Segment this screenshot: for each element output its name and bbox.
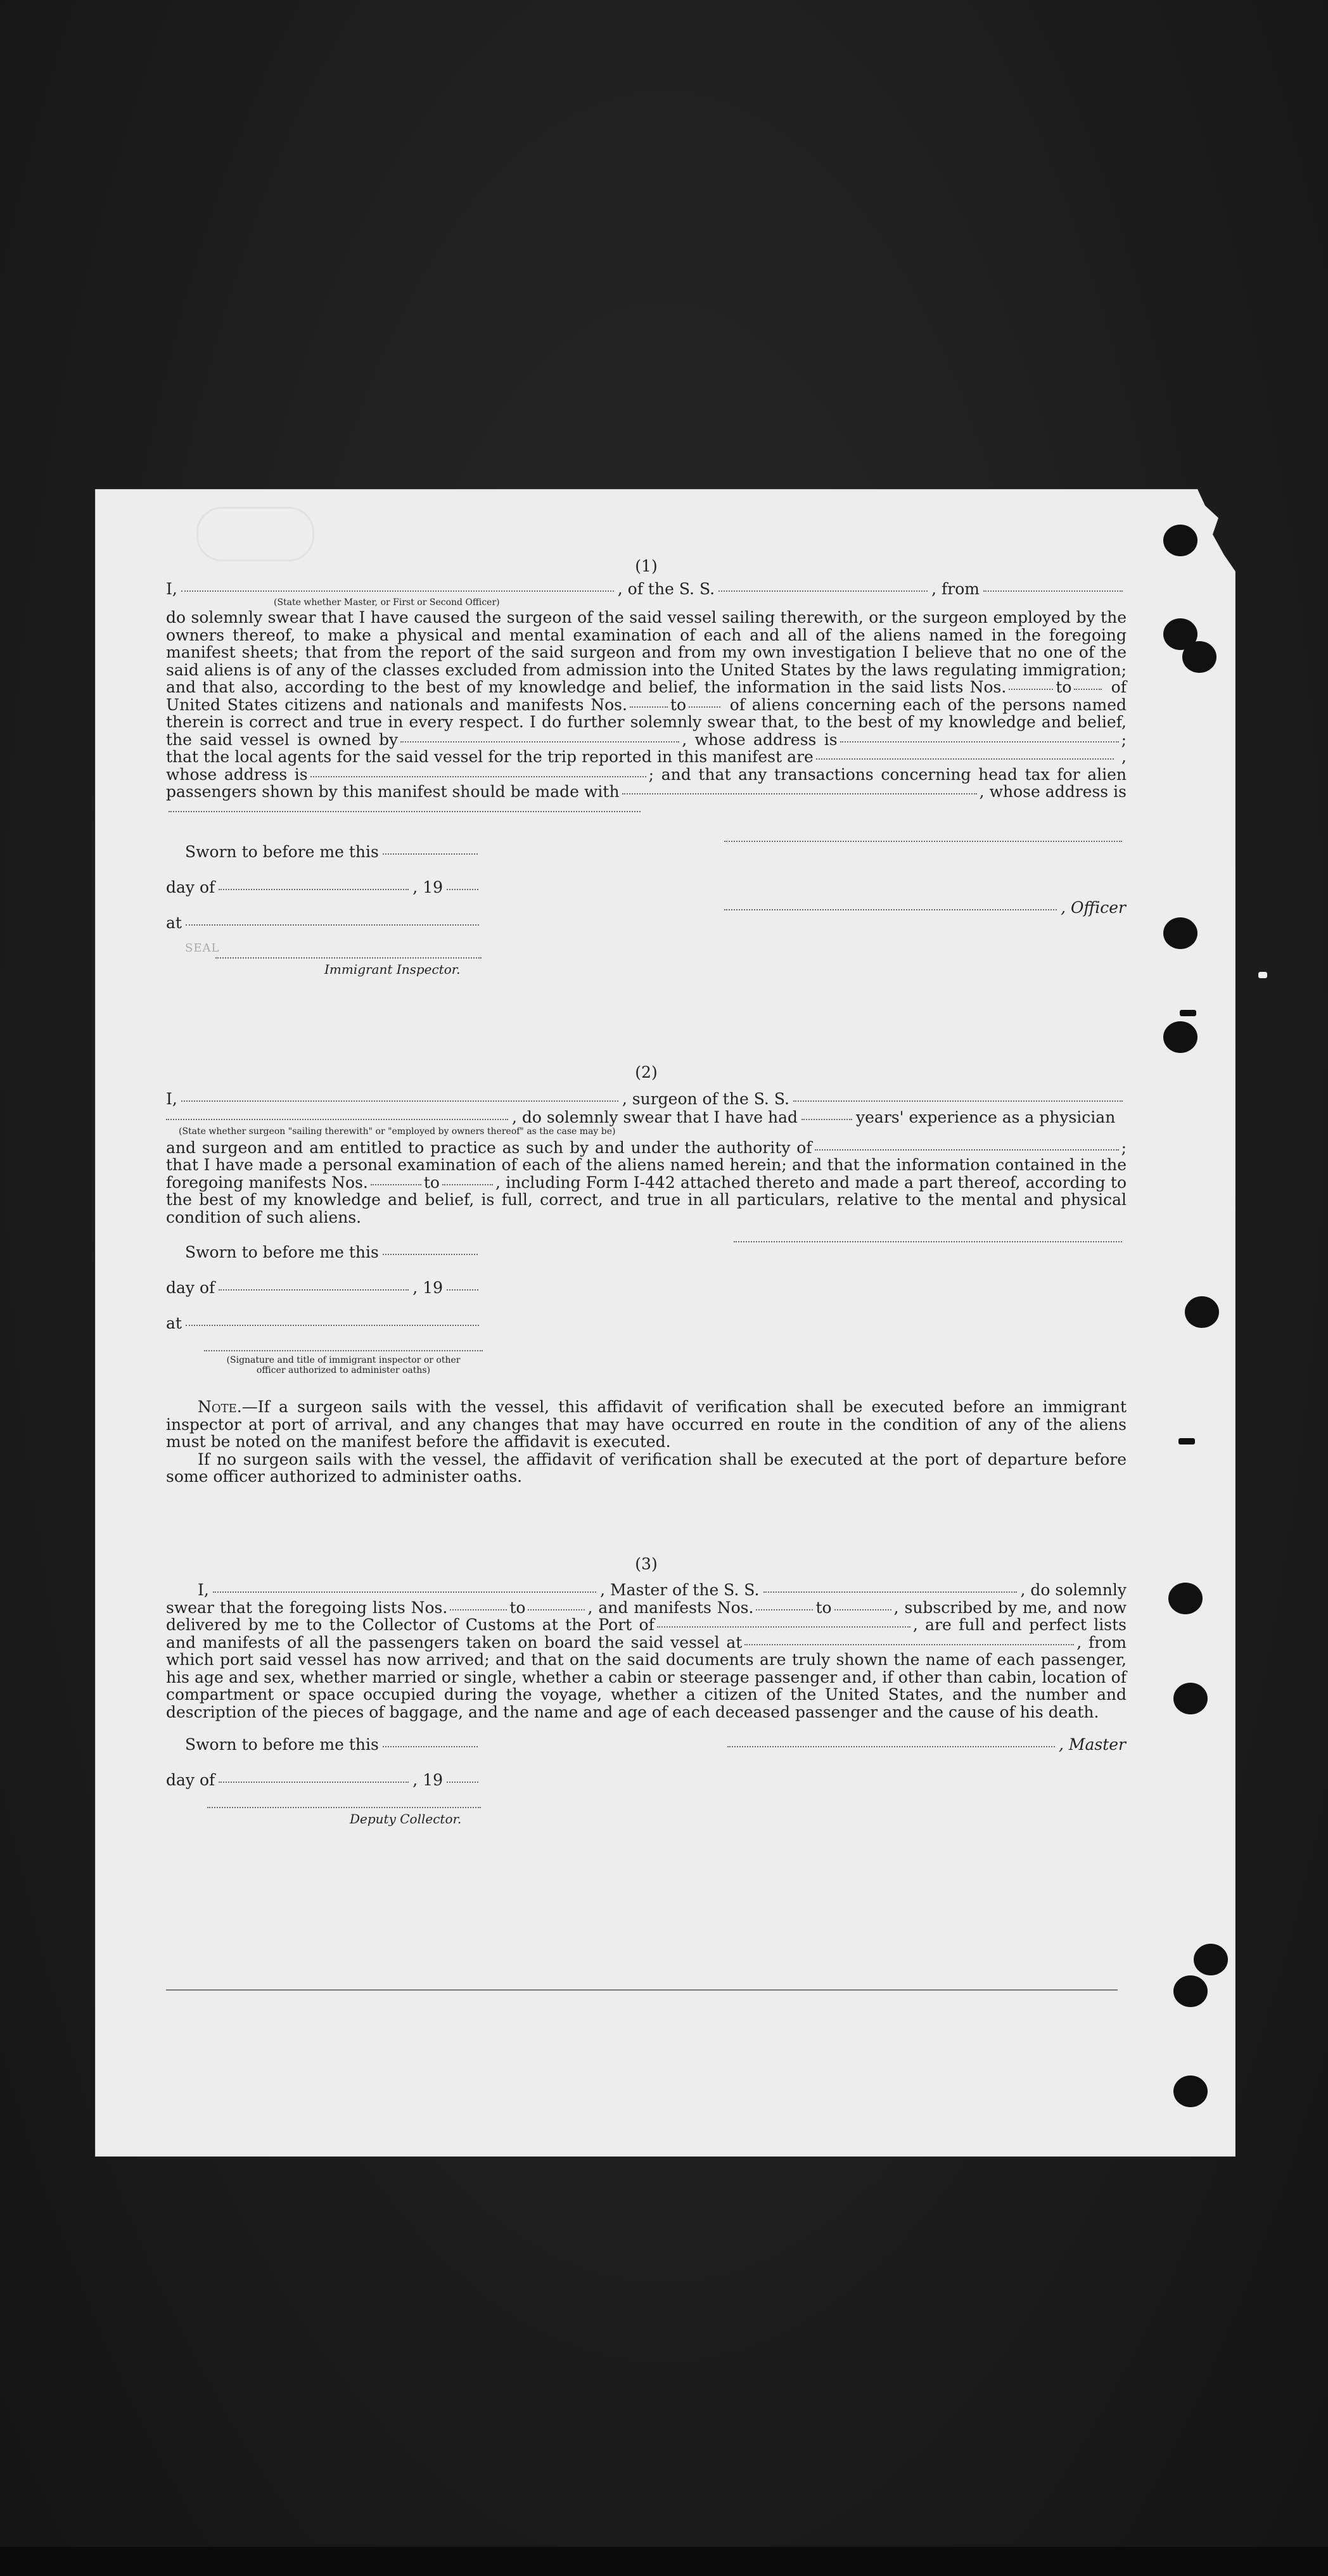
scan-mark bbox=[1180, 1010, 1196, 1016]
text: day of bbox=[166, 1771, 215, 1789]
punch-hole bbox=[1163, 1021, 1197, 1053]
scan-mark bbox=[1178, 1438, 1195, 1444]
punch-hole bbox=[1185, 1296, 1219, 1328]
text: , do solemnly swear that I have had bbox=[512, 1108, 798, 1126]
text: Sworn to before me this bbox=[185, 1243, 379, 1261]
master-label: , Master bbox=[1058, 1735, 1126, 1754]
affidavit-page bbox=[166, 558, 1127, 1844]
collector-signature-line bbox=[207, 1807, 481, 1808]
text: Sworn to before me this bbox=[185, 1735, 379, 1754]
text: at bbox=[166, 1314, 182, 1332]
blank-month bbox=[219, 1289, 409, 1291]
inspector-label: Immigrant Inspector. bbox=[324, 962, 461, 977]
scan-mark bbox=[1258, 972, 1267, 978]
blank-vessel bbox=[793, 1100, 1123, 1102]
officer-signature-line bbox=[204, 1350, 483, 1351]
note-paragraph: Note.—If a surgeon sails with the vessel, this affidavit of verification shall be executed before an immigrant inspector at port of arrival, and any changes that may have occurred en route in the condition of any of the aliens must be noted on the manifest before the affidavit is executed. bbox=[166, 1398, 1127, 1451]
blank-capacity bbox=[166, 1119, 508, 1120]
text: at bbox=[166, 914, 182, 932]
blank-month bbox=[219, 889, 409, 890]
bleed-through-stamp bbox=[196, 507, 314, 561]
affidavit-section-3 bbox=[166, 1555, 1127, 1844]
inspector-signature-line bbox=[215, 957, 482, 959]
blank-place bbox=[186, 924, 479, 926]
punch-hole bbox=[1163, 525, 1197, 556]
section-number: (2) bbox=[635, 1063, 658, 1081]
blank-year bbox=[447, 1289, 478, 1291]
text: I, bbox=[198, 1581, 209, 1599]
blank-year bbox=[447, 1782, 478, 1783]
field-note: (State whether Master, or First or Second Officer) bbox=[274, 597, 500, 608]
text: I, bbox=[166, 579, 177, 598]
officer-signature-line bbox=[724, 909, 1057, 910]
blank-vessel bbox=[763, 1591, 1017, 1593]
blank-years bbox=[801, 1119, 852, 1120]
punch-hole bbox=[1194, 1944, 1228, 1975]
scanner-edge bbox=[0, 2547, 1328, 2576]
signature-block-2 bbox=[166, 1244, 1127, 1396]
bottom-rule bbox=[166, 1989, 1118, 1991]
text: Sworn to before me this bbox=[185, 843, 379, 861]
blank-vessel bbox=[718, 590, 928, 592]
text: , surgeon of the S. S. bbox=[622, 1089, 789, 1108]
affidavit-text: do solemnly swear that I have caused the surgeon of the said vessel sailing therewith, or the surgeon employed by the owners thereof, to make a physical and mental examination of each and all of the aliens named in the foregoing manifest sheets; that from the report of the said surgeon and from my own investigation I believe that no one of the said aliens is of any of the classes excluded from admission into the United States by the laws regulating immigration; and that also, according to the best of my knowledge and belief, the information in the said lists Nos. to of United States citizens and nationals and manifests Nos. to of aliens concerning each of the persons named therein is correct and true in every respect. I do further solemnly swear that, to the best of my knowledge and belief, the said vessel is owned by , whose address is ; that the local agents for the said vessel for the trip reported in this manifest are , whose address is ; and that any transactions concerning head tax for alien passengers shown by this manifest should be made with , whose address is bbox=[166, 609, 1127, 818]
punch-hole bbox=[1173, 1975, 1208, 2007]
punch-hole bbox=[1182, 641, 1216, 673]
blank-year bbox=[447, 889, 478, 890]
blank-name bbox=[213, 1591, 596, 1593]
note-paragraph-2: If no surgeon sails with the vessel, the affidavit of verification shall be executed at the port of departure before some officer authorized to administer oaths. bbox=[166, 1450, 1127, 1486]
blank-from bbox=[983, 590, 1123, 592]
blank-date bbox=[383, 1254, 478, 1255]
text: , 19 bbox=[412, 1771, 444, 1789]
text: , of the S. S. bbox=[617, 579, 715, 598]
officer-label: , Officer bbox=[1061, 898, 1126, 917]
text: I, bbox=[166, 1089, 177, 1108]
signature-note: (Signature and title of immigrant inspector or other officer authorized to administer oaths) bbox=[226, 1355, 461, 1375]
text: , from bbox=[931, 579, 980, 598]
text: , do solemnly bbox=[1020, 1581, 1127, 1599]
master-signature-line bbox=[727, 1746, 1055, 1747]
text: day of bbox=[166, 1278, 215, 1297]
section-number: (1) bbox=[635, 557, 658, 575]
text: , 19 bbox=[412, 1278, 444, 1297]
affidavit-section-2 bbox=[166, 1064, 1127, 1486]
signature-line bbox=[734, 1241, 1122, 1242]
field-note: (State whether surgeon "sailing therewith" or "employed by owners thereof" as the case may be) bbox=[179, 1126, 616, 1137]
blank-date bbox=[383, 1746, 478, 1747]
text: day of bbox=[166, 878, 215, 896]
section-number: (3) bbox=[635, 1554, 658, 1573]
text: , Master of the S. S. bbox=[600, 1581, 760, 1599]
text: , 19 bbox=[412, 878, 444, 896]
blank-month bbox=[219, 1782, 409, 1783]
punch-hole bbox=[1168, 1583, 1203, 1614]
faint-stamp: SEAL bbox=[185, 941, 220, 955]
signature-block-1 bbox=[166, 843, 1127, 989]
punch-hole bbox=[1173, 2075, 1208, 2107]
affidavit-text: swear that the foregoing lists Nos. to , and manifests Nos. to , subscribed by me, and now delivered by me to the Collector of Customs at the Port of , are full and perfect lists and manifests of all the passengers taken on board the said vessel at , from which port said vessel has now arrived; and that on the said documents are truly shown the name of each passenger, his age and sex, whether married or single, whether a cabin or steerage passenger and, if other than cabin, location of compartment or space occupied during the voyage, whether a citizen of the United States, and the number and description of the pieces of baggage, and the name and age of each deceased passenger and the cause of his death. bbox=[166, 1598, 1127, 1721]
punch-hole bbox=[1163, 917, 1197, 949]
blank-place bbox=[186, 1325, 479, 1326]
blank-name bbox=[181, 590, 614, 592]
collector-label: Deputy Collector. bbox=[350, 1811, 462, 1827]
affidavit-text: and surgeon and am entitled to practice as such by and under the authority of ; that I have made a personal examination of each of the aliens named herein; and that the information contained in the foregoing manifests Nos. to , including Form I-442 attached thereto and made a part thereof, according to the best of my knowledge and belief, is full, correct, and true in all particulars, relative to the mental and physical condition of such aliens. bbox=[166, 1138, 1127, 1227]
signature-line bbox=[724, 841, 1122, 842]
signature-block-3 bbox=[166, 1736, 1127, 1844]
blank-date bbox=[383, 853, 478, 855]
punch-hole bbox=[1173, 1683, 1208, 1714]
affidavit-section-1 bbox=[166, 558, 1127, 989]
blank-name bbox=[181, 1100, 618, 1102]
text: years' experience as a physician bbox=[856, 1108, 1116, 1126]
